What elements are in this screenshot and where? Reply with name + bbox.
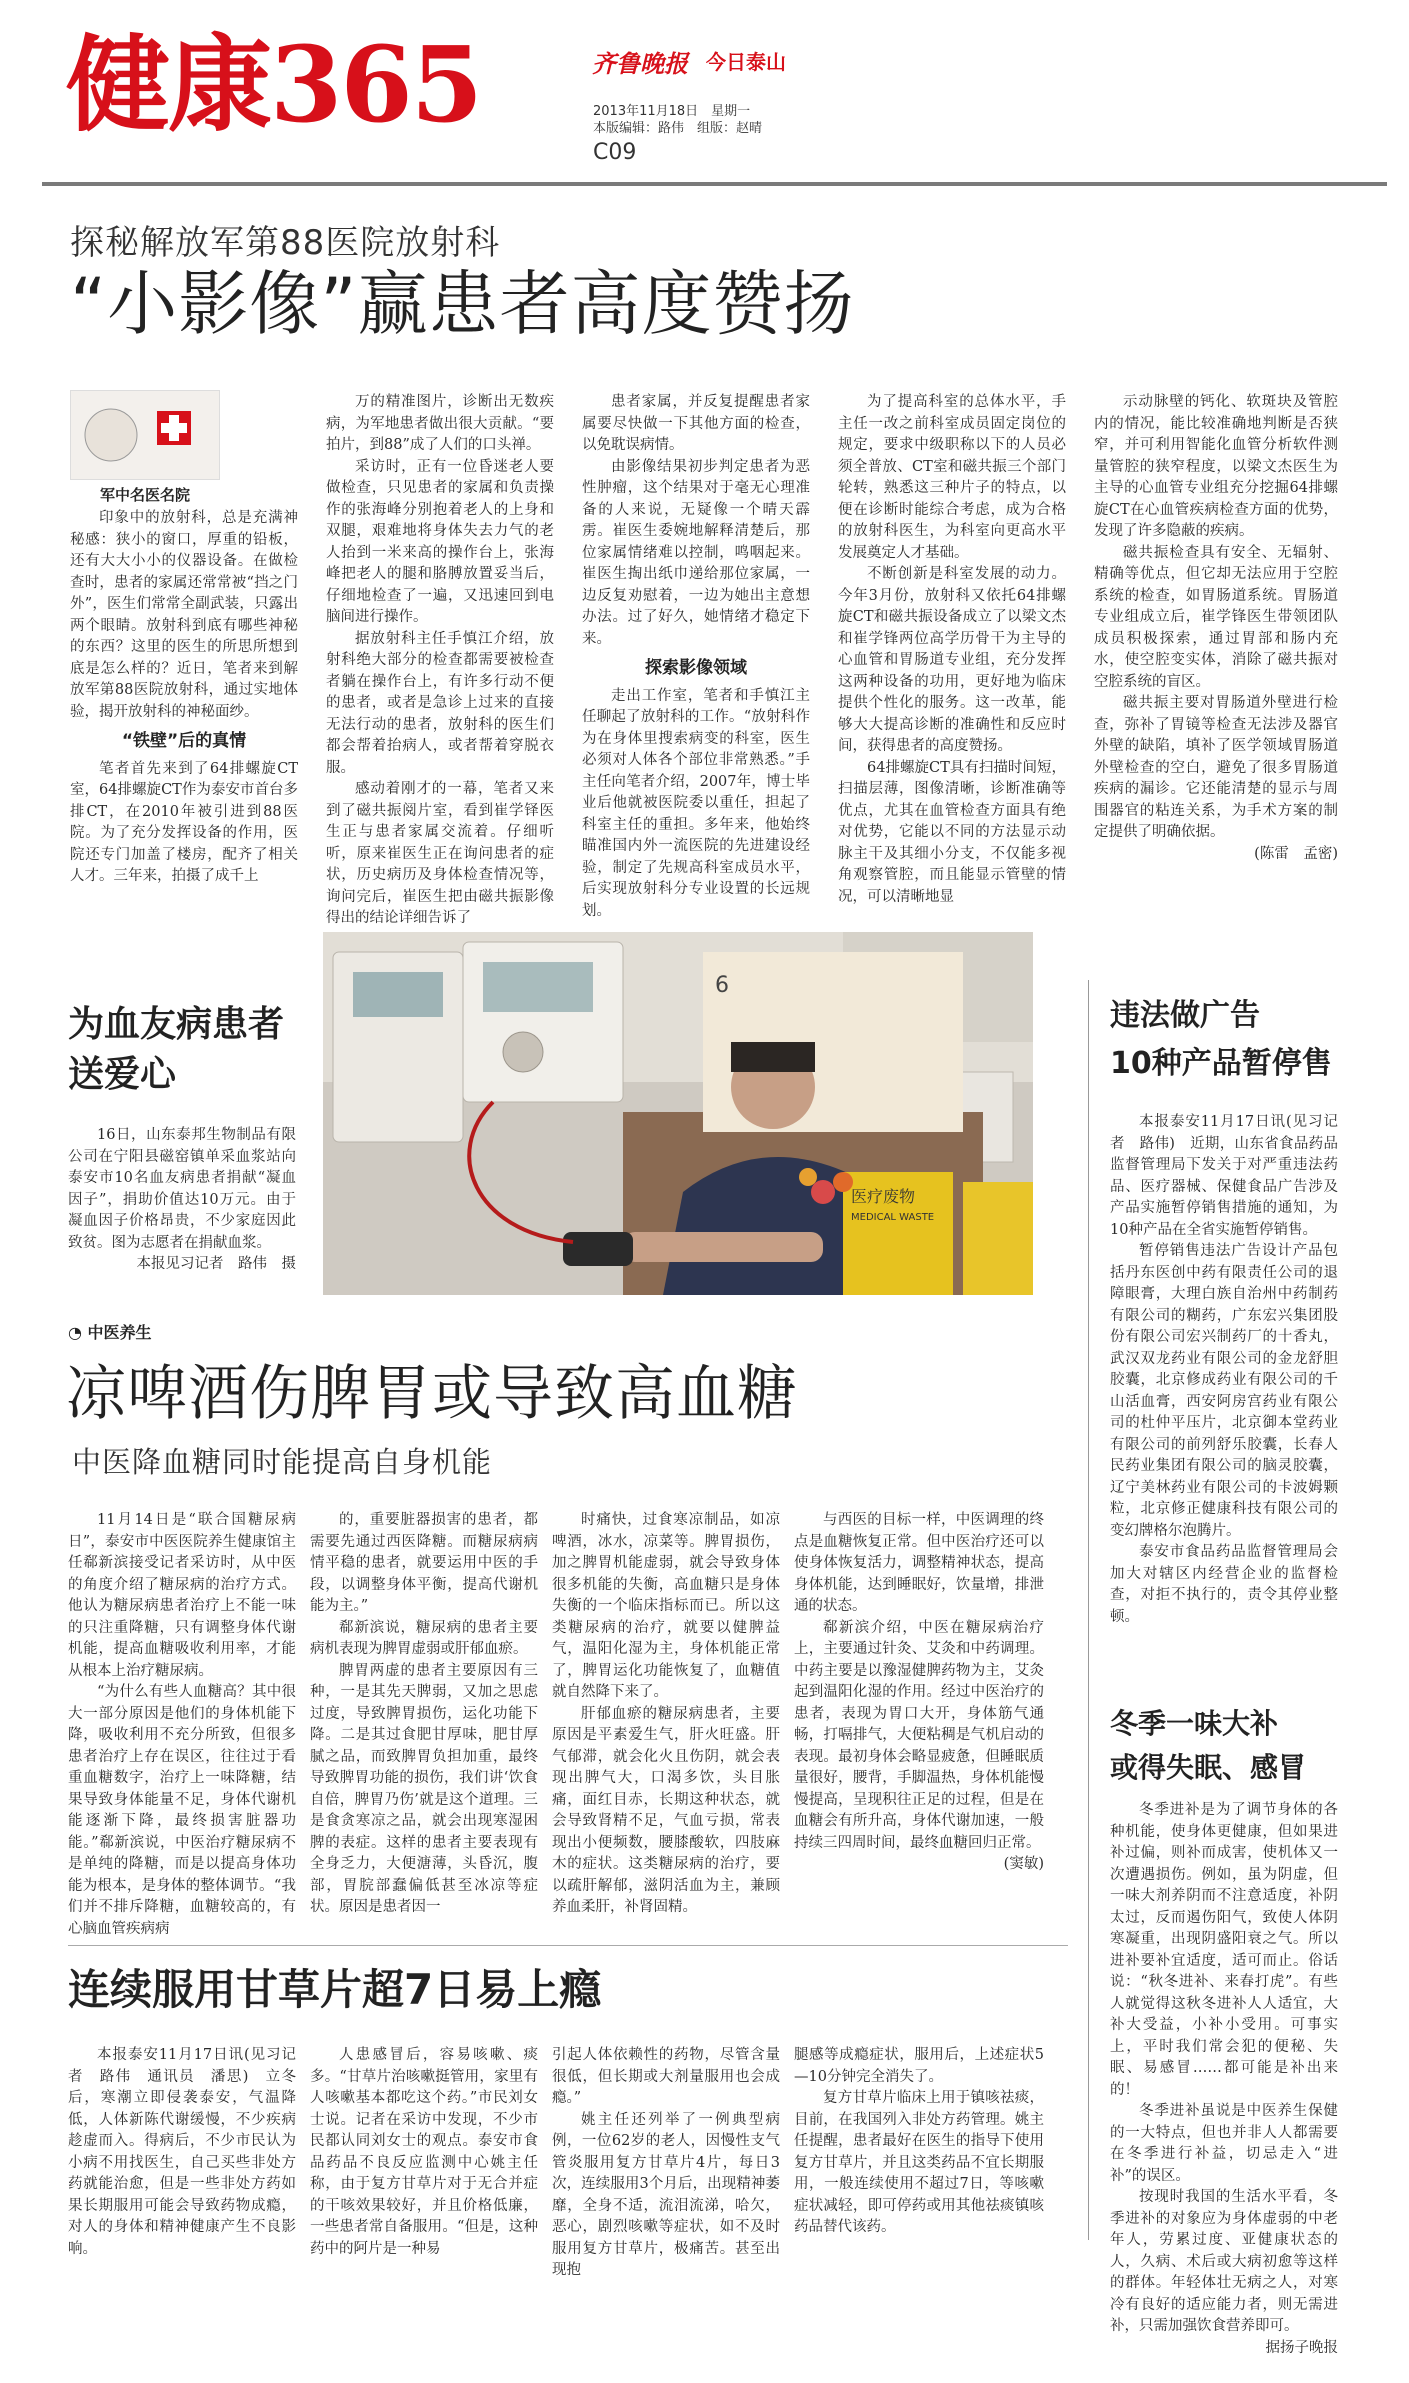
story1-kicker: 探秘解放军第88医院放射科	[70, 223, 501, 263]
paragraph: 64排螺旋CT具有扫描时间短，扫描层薄，图像清晰，诊断准确等优点，尤其在血管检查方面具有绝对优势，它能以不同的方法显示动脉主干及其细小分支，不仅能多视角观察管腔，而且能显示管壁的情况，可以清晰地显	[838, 759, 1066, 905]
paragraph: 磁共振主要对胃肠道外壁进行检查，弥补了胃镜等检查无法涉及器官外壁的缺陷，填补了医学领域胃肠道外壁检查的空白，避免了很多胃肠道疾病的漏诊。它还能清楚的显示与周围器官的粘连关系，为手术方案的制定提供了明确依据。	[1094, 695, 1338, 840]
subheading: 探索影像领域	[645, 658, 747, 678]
beer-kicker	[68, 1320, 152, 1343]
paragraph: 据放射科主任手慎江介绍，放射科绝大部分的检查都需要被检查者躺在操作台上，有许多行动不便的患者，或者是急诊上过来的直接无法行动的患者，放射科的医生们都会帮着抬病人，或者帮着穿脱衣服。	[326, 630, 554, 776]
paragraph: 郗新滨介绍，中医在糖尿病治疗上，主要通过针灸、艾灸和中药调理。中药主要是以豫湿健脾药物为主，艾灸起到温阳化湿的作用。经过中医治疗的患者，表现为胃口大开，身体筋气通畅，打嗝排气，大便粘稠是气机启动的表现。最初身体会略显疲惫，但睡眠质量很好，腰背，手脚温热，身体机能慢慢提高，呈现积往正足的过程，但是在血糖会有所升高，身体代谢加速，一般持续三四周时间，最终血糖回归正常。	[794, 1619, 1044, 1851]
beer-col2	[310, 1510, 538, 1930]
paragraph: 笔者首先来到了64排螺旋CT室，64排螺旋CT作为泰安市首台多排CT，在2010年被引进到88医院。为了充分发挥设备的作用，医院还专门加盖了楼房，配齐了相关人才。三年来，拍摄了成千上	[70, 760, 298, 884]
paragraph: 11月14日是“联合国糖尿病日”，泰安市中医医院养生健康馆主任郗新滨接受记者采访时，从中医的角度介绍了糖尿病的治疗方式。他认为糖尿病患者治疗上不能一味的只注重降糖，只有调整身体代谢机能，提高血糖吸收利用率，才能从根本上治疗糖尿病。	[68, 1512, 296, 1679]
ads-story-headline-1: 违法做广告	[1110, 998, 1260, 1033]
paragraph: 腿感等成瘾症状，服用后，上述症状5—10分钟完全消失了。	[794, 2047, 1044, 2085]
paragraph: 16日，山东泰邦生物制品有限公司在宁阳县磁窑镇单采血浆站向泰安市10名血友病患者捐献“凝血因子”，捐助价值达10万元。由于凝血因子价格昂贵，不少家庭因此致贫。图为志愿者在捐献血浆。	[68, 1127, 296, 1251]
licorice-col3	[552, 2045, 780, 2370]
paragraph: 示动脉壁的钙化、软斑块及管腔内的情况，能比较准确地判断是否狭窄，并可利用智能化血管分析软件测量管腔的狭窄程度，以梁文杰医生为主导的心血管专业组充分挖掘64排螺旋CT在心血管疾病检查方面的优势，发现了许多隐蔽的疾病。	[1094, 394, 1338, 539]
paragraph: 采访时，正有一位昏迷老人要做检查，只见患者的家属和负责操作的张海峰分别抱着老人的上身和双腿，艰难地将身体失去力气的老人抬到一米来高的操作台上，张海峰把老人的腿和胳膊放置妥当后，仔细地检查了一遍，又迅速回到电脑间进行操作。	[326, 458, 554, 625]
paragraph: 郗新滨说，糖尿病的患者主要病机表现为脾胃虚弱或肝郁血瘀。	[310, 1619, 538, 1657]
story1-col3	[582, 392, 810, 919]
blood-story-headline: 为血友病患者送爱心	[68, 1004, 285, 1095]
paragraph: “为什么有些人血糖高？其中很大一部分原因是他们的身体机能下降，吸收利用不充分所致，但很多患者治疗上存在误区，往往过于看重血糖数字，治疗上一味降糖，结果导致身体能量不足，身体代谢机能逐渐下降，最终损害脏器功能。”郗新滨说，中医治疗糖尿病不是单纯的降糖，而是以提高身体功能为根本，是身体的整体调节。“我们并不排斥降糖，血糖较高的，有心脑血管疾病病	[68, 1684, 296, 1937]
date-line: 2013年11月18日 星期一	[593, 104, 751, 119]
paragraph: 引起人体依赖性的药物，尽管含量很低，但长期或大剂量服用也会成瘾。”	[552, 2047, 780, 2106]
blood-story-body	[68, 1125, 296, 1285]
paragraph: 为了提高科室的总体水平，手主任一改之前科室成员固定岗位的规定，要求中级职称以下的人员必须全普放、CT室和磁共振三个部门轮转，熟悉这三种片子的特点，以便在诊断时能综合考虑，成为合格的放射科医生，为科室向更高水平发展奠定人才基础。	[838, 394, 1066, 561]
story1-col5	[1094, 392, 1338, 908]
story1-col1	[70, 508, 298, 908]
subheading: “铁壁”后的真情	[121, 731, 247, 751]
ads-story-headline-2: 10种产品暂停售	[1110, 1046, 1332, 1081]
byline: (陈雷 孟密)	[1254, 845, 1338, 862]
paragraph: 人患感冒后，容易咳嗽、痰多。“甘草片治咳嗽挺管用，家里有人咳嗽基本都吃这个药。”市民刘女士说。记者在采访中发现，不少市民都认同刘女士的观点。泰安市食品药品不良反应监测中心姚主任称，由于复方甘草片对于无合并症的干咳效果较好，并且价格低廉，一些患者常自备服用。“但是，这种药中的阿片是一种易	[310, 2047, 538, 2257]
photo-illustration	[323, 932, 1033, 1295]
paragraph: 肝郁血瘀的糖尿病患者，主要原因是平素爱生气，肝火旺盛。肝气郁滞，就会化火且伤阴，就会表现出脾气大，口渴多饮，头目胀痛，面红目赤，长期这种状态，就会导致肾精不足，气血亏损，常表现出小便频数，腰膝酸软，四肢麻木的症状。这类糖尿病的治疗，要以疏肝解郁，滋阴活血为主，兼顾养血柔肝，补肾固精。	[552, 1705, 780, 1915]
masthead	[0, 0, 1409, 190]
ads-story-body	[1110, 1112, 1338, 1687]
paragraph: 与西医的目标一样，中医调理的终点是血糖恢复正常。但中医治疗还可以使身体恢复活力，调整精神状态，提高身体机能，达到睡眠好，饮量增，排泄通的状态。	[794, 1512, 1044, 1614]
winter-story-headline-2: 或得失眠、感冒	[1110, 1751, 1307, 1784]
page-number: C09	[593, 140, 637, 165]
paragraph: 冬季进补虽说是中医养生保健的一大特点，但也并非人人都需要在冬季进行补益，切忌走入“进补”的误区。	[1110, 2103, 1338, 2184]
byline: 据扬子晚报	[1265, 2339, 1338, 2356]
beer-col1	[68, 1510, 296, 1937]
masthead-rule	[42, 182, 1387, 186]
paragraph: 印象中的放射科，总是充满神秘感：狭小的窗口，厚重的铅板，还有大大小小的仪器设备。在做检查时，患者的家属还常常被“挡之门外”，医生们常常全副武装，只露出两个眼睛。放射科到底有哪些神秘的东西？这里的医生的所思所想到底是怎么样的？近日，笔者来到解放军第88医院放射科，通过实地体验，揭开放射科的神秘面纱。	[70, 510, 298, 720]
story1-headline: “小影像”赢患者高度赞扬	[70, 263, 855, 345]
kicker-label: 中医养生	[87, 1323, 152, 1342]
paragraph: 暂停销售违法广告设计产品包括丹东医创中药有限责任公司的退障眼膏，大理白族自治州中药制药有限公司的糊药，广东宏兴集团股份有限公司宏兴制药厂的十香丸，武汉双龙药业有限公司的金龙舒胆胶囊，北京修成药业有限公司的千山活血膏，西安阿房宫药业有限公司的杜仲平压片，北京御本堂药业有限公司的前列舒乐胶囊，长春人民药业集团有限公司的脑灵胶囊，辽宁美林药业有限公司的卡波姆颗粒，北京修正健康科技有限公司的变幻牌格尔泡腾片。	[1110, 1243, 1338, 1539]
winter-story-headline-1: 冬季一味大补	[1110, 1707, 1279, 1740]
paragraph: 姚主任还列举了一例典型病例，一位62岁的老人，因慢性支气管炎服用复方甘草片4片，每日3次，连续服用3个月后，出现精神萎靡，全身不适，流泪流涕，哈欠，恶心，剧烈咳嗽等症状，如不及时服用复方甘草片，极痛苦。甚至出现抱	[552, 2111, 780, 2278]
military-hospital-logo	[70, 390, 220, 480]
beer-headline: 凉啤酒伤脾胃或导致高血糖	[66, 1359, 798, 1429]
story1-col4	[838, 392, 1066, 908]
waste-bin-label: 医疗废物	[851, 1187, 916, 1206]
paragraph: 的，重要脏器损害的患者，都需要先通过西医降糖。而糖尿病病情平稳的患者，就要运用中医的手段，以调整身体平衡，提高代谢机能为主。”	[310, 1512, 538, 1614]
paragraph: 冬季进补是为了调节身体的各种机能，使身体更健康，但如果进补过偏，则补而成害，使机体又一次遭遇损伤。例如，虽为阴虚，但一味大剂养阴而不注意适度，补阴太过，反而遏伤阳气，致使人体阴寒凝重，出现阴盛阳衰之气。所以进补要补宜适度，适可而止。俗话说：“秋冬进补、来春打虎”。有些人就觉得这秋冬进补人人适宜，大补大受益，小补小受用。可事实上，平时我们常会犯的便秘、失眠、易感冒……都可能是补出来的！	[1110, 1802, 1338, 2098]
beer-col3	[552, 1510, 780, 1930]
bed-number: 6	[715, 973, 729, 998]
paragraph: 万的精准图片，诊断出无数疾病，为军地患者做出很大贡献。“要拍片，到88”成了人们的口头禅。	[326, 394, 554, 453]
newspaper-logo: 齐鲁晚报	[592, 49, 688, 78]
photo-credit: 本报见习记者 路伟 摄	[136, 1256, 296, 1272]
paragraph: 按现时我国的生活水平看，冬季进补的对象应为身体虚弱的中老年人，劳累过度、亚健康状态的人，久病、术后或大病初愈等这样的群体。年轻体壮无病之人，对寒冷有良好的适应能力者，则无需进补，只需加强饮食营养即可。	[1110, 2189, 1338, 2334]
waste-bin-label-en: MEDICAL WASTE	[851, 1212, 935, 1223]
paragraph: 脾胃两虚的患者主要原因有三种，一是其先天脾弱，又加之思虑过度，导致脾胃损伤，运化功能下降。二是其过食肥甘厚味，肥甘厚腻之品，而致脾胃负担加重，最终导致脾胃功能的损伤，我们讲‘饮食自倍，脾胃乃伤’就是这个道理。三是食贪寒凉之品，就会出现寒湿困脾的表症。这样的患者主要表现有全身乏力，大便溏薄，头昏沉，腹部，胃脘部蠢偏低甚至冰凉等症状。原因是患者因一	[310, 1662, 538, 1915]
editor-line: 本版编辑：路伟 组版：赵晴	[593, 121, 763, 136]
licorice-headline: 连续服用甘草片超7日易上瘾	[68, 1965, 602, 2014]
licorice-col1	[68, 2045, 296, 2370]
hospital-emblem-icon	[71, 391, 221, 481]
beer-col4	[794, 1510, 1044, 1930]
paragraph: 由影像结果初步判定患者为恶性肿瘤，这个结果对于毫无心理准备的人来说，无疑像一个晴天霹雳。崔医生委婉地解释清楚后，那位家属情绪难以控制，鸣咽起来。崔医生掏出纸巾递给那位家属，一边反复劝慰着，一边为她出主意想办法。过了好久，她情绪才稳定下来。	[582, 458, 810, 647]
paragraph: 泰安市食品药品监督管理局会加大对辖区内经营企业的监督检查，对拒不执行的，责令其停业整顿。	[1110, 1544, 1338, 1625]
section-rule	[68, 1945, 1068, 1946]
paragraph: 走出工作室，笔者和手慎江主任聊起了放射科的工作。“放射科作为在身体里搜索病变的科室，医生必须对人体各个部位非常熟悉。”手主任向笔者介绍，2007年，博士毕业后他就被医院委以重任，担起了科室主任的重担。多年来，他始终瞄准国内外一流医院的先进建设经验，制定了先规高科室成员水平，后实现放射科分专业设置的长远规划。	[582, 687, 810, 919]
licorice-col2	[310, 2045, 538, 2370]
kicker-icon: ◔	[68, 1323, 82, 1342]
paragraph: 复方甘草片临床上用于镇咳祛痰，目前，在我国列入非处方药管理。姚主任提醒，患者最好在医生的指导下使用复方甘草片，并且这类药品不宜长期服用，一般连续使用不超过7日，等咳嗽症状减轻，即可停药或用其他祛痰镇咳药品替代该药。	[794, 2090, 1044, 2235]
paragraph: 磁共振检查具有安全、无辐射、精确等优点，但它却无法应用于空腔系统的检查，如胃肠道系统。胃肠道专业组成立后，崔学锋医生带领团队成员积极探索，通过胃部和肠内充水，使空腔变实体，消除了磁共振对空腔系统的盲区。	[1094, 544, 1338, 690]
paragraph: 不断创新是科室发展的动力。今年3月份，放射科又依托64排螺旋CT和磁共振设备成立了以梁文杰和崔学锋两位高学历骨干为主导的心血管和胃肠道专业组，充分发挥这两种设备的功用，更好地为临床提供个性化的服务。这一改革，能够大大提高诊断的准确性和反应时间，获得患者的高度赞扬。	[838, 566, 1066, 754]
paragraph: 感动着刚才的一幕，笔者又来到了磁共振阅片室，看到崔学铎医生正与患者家属交流着。仔细听听，原来崔医生正在询问患者的症状，历史病历及身体检查情况等，询问完后，崔医生把由磁共振影像得出的结论详细告诉了	[326, 781, 554, 926]
beer-subhead: 中医降血糖同时能提高自身机能	[72, 1445, 493, 1479]
paragraph: 时痛快，过食寒凉制品，如凉啤酒，冰水，凉菜等。脾胃损伤，加之脾胃机能虚弱，就会导致身体很多机能的失衡，高血糖只是身体失衡的一个临床指标而已。所以这类糖尿病的治疗，就要以健脾益气，温阳化湿为主，身体机能正常了，脾胃运化功能恢复了，血糖值就自然降下来了。	[552, 1512, 780, 1700]
licorice-col4	[794, 2045, 1044, 2370]
edition-name: 今日泰山	[706, 50, 786, 74]
paragraph: 本报泰安11月17日讯(见习记者 路伟 通讯员 潘思) 立冬后，寒潮立即侵袭泰安，气温降低，人体新陈代谢缓慢，不少疾病趁虚而入。得病后，不少市民认为小病不用找医生，自己买些非处方药就能治愈，但是一些非处方药如果长期服用可能会导致药物成瘾，对人的身体和精神健康产生不良影响。	[68, 2047, 296, 2257]
story1-col2	[326, 392, 554, 926]
byline: (窦敏)	[1003, 1856, 1044, 1872]
logo-caption: 军中名医名院	[99, 486, 190, 504]
paragraph: 本报泰安11月17日讯(见习记者 路伟) 近期，山东省食品药品监督管理局下发关于对严重违法药品、医疗器械、保健食品广告涉及产品实施暂停销售措施的通知，为10种产品在全省实施暂停销售。	[1110, 1114, 1338, 1238]
winter-story-body	[1110, 1800, 1338, 2370]
blood-donation-photo	[323, 932, 1033, 1295]
column-divider	[1088, 980, 1089, 2240]
masthead-title: 健康365	[66, 23, 482, 146]
paragraph: 患者家属，并反复提醒患者家属要尽快做一下其他方面的检查，以免耽误病情。	[582, 394, 810, 453]
